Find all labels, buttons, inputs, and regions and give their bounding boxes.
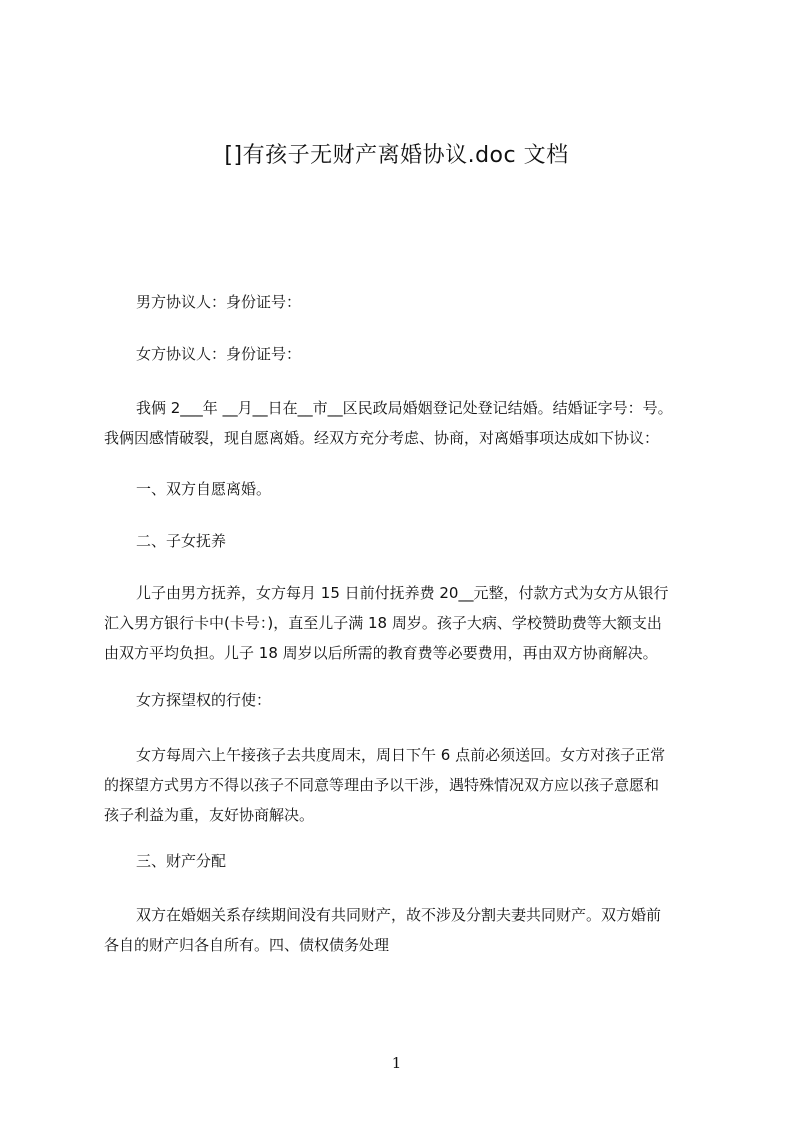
section-heading-3: 三、财产分配	[136, 852, 227, 870]
property-paragraph	[104, 900, 704, 960]
custody-paragraph	[104, 578, 704, 668]
paragraph-line: 我俩因感情破裂，现自愿离婚。经双方充分考虑、协商，对离婚事项达成如下协议：	[104, 429, 660, 447]
paragraph-line: 的探望方式男方不得以孩子不同意等理由予以干涉，遇特殊情况双方应以孩子意愿和	[104, 776, 660, 794]
page-title: []有孩子无财产离婚协议.doc 文档	[224, 143, 569, 168]
paragraph-line: 我俩 2___年 __月__日在__市__区民政局婚姻登记处登记结婚。结婚证字号：号。	[136, 399, 673, 417]
paragraph-line: 由双方平均负担。儿子 18 周岁以后所需的教育费等必要费用，再由双方协商解决。	[104, 644, 658, 662]
paragraph-line: 汇入男方银行卡中(卡号：)，直至儿子满 18 周岁。孩子大病、学校赞助费等大额支出	[104, 614, 662, 632]
female-party-line: 女方协议人：身份证号：	[136, 345, 302, 363]
visitation-heading: 女方探望权的行使：	[136, 691, 272, 709]
paragraph-line: 双方在婚姻关系存续期间没有共同财产，故不涉及分割夫妻共同财产。双方婚前	[136, 906, 662, 924]
paragraph-line: 各自的财产归各自所有。四、债权债务处理	[104, 936, 390, 954]
paragraph-line: 孩子利益为重，友好协商解决。	[104, 806, 315, 824]
paragraph-line: 女方每周六上午接孩子去共度周末，周日下午 6 点前必须送回。女方对孩子正常	[136, 746, 666, 764]
paragraph-line: 儿子由男方抚养，女方每月 15 日前付抚养费 20__元整，付款方式为女方从银行	[136, 584, 669, 602]
male-party-line: 男方协议人：身份证号：	[136, 293, 302, 311]
section-heading-2: 二、子女抚养	[136, 532, 227, 550]
section-heading-1: 一、双方自愿离婚。	[136, 480, 272, 498]
page-number: 1	[391, 1054, 402, 1072]
marriage-paragraph	[104, 393, 704, 453]
visitation-paragraph	[104, 740, 704, 830]
